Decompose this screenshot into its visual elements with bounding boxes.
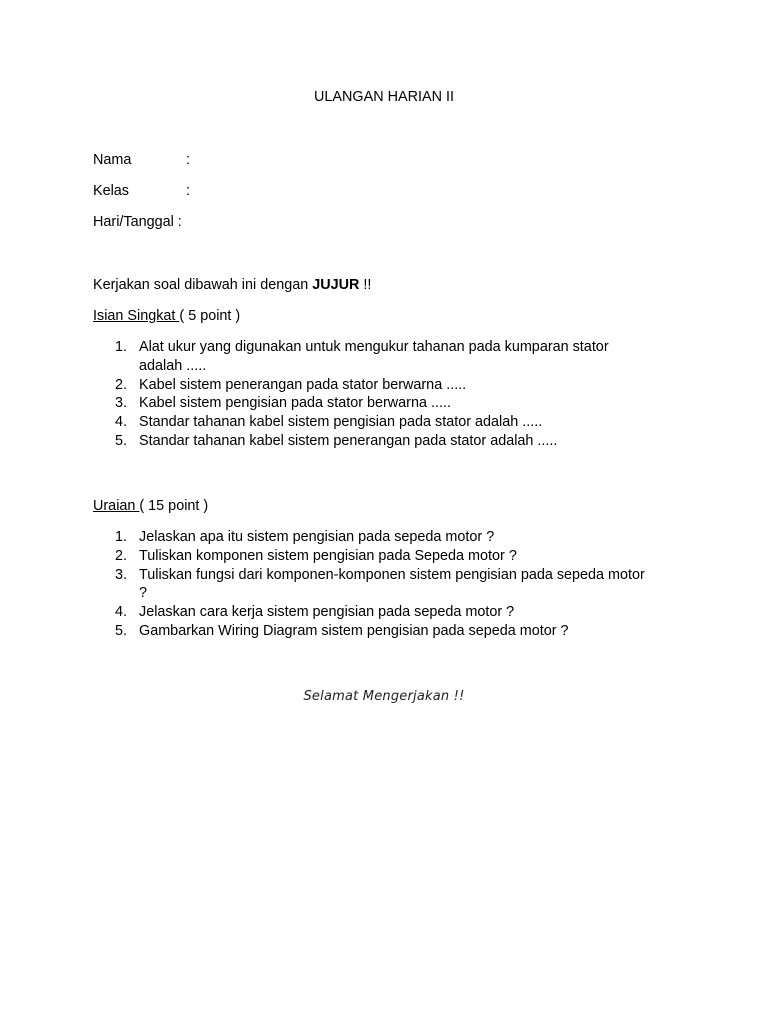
instruction-before: Kerjakan soal dibawah ini dengan	[93, 277, 313, 293]
question-number: 3.	[115, 395, 128, 412]
section-title: Uraian	[93, 498, 140, 514]
list-item	[93, 394, 653, 413]
list-item	[93, 376, 653, 395]
closing-message: Selamat Mengerjakan !!	[303, 689, 465, 704]
question-text: Kabel sistem pengisian pada stator berwarna .....	[139, 395, 451, 412]
question-number: 1.	[115, 339, 128, 355]
question-text: Tuliskan komponen sistem pengisian pada Sepeda motor ?	[139, 547, 517, 564]
question-list-uraian	[93, 528, 653, 641]
section-points: ( 15 point )	[139, 498, 209, 514]
field-colon: :	[177, 214, 182, 230]
question-number: 3.	[115, 566, 128, 583]
list-item	[93, 432, 653, 451]
question-number: 2.	[115, 547, 128, 564]
section-heading-isian-singkat	[93, 307, 240, 325]
field-hari-tanggal	[93, 213, 182, 231]
field-colon: :	[186, 152, 190, 168]
instruction-bold: JUJUR	[312, 277, 360, 293]
question-number: 4.	[115, 604, 128, 621]
section-heading-uraian	[93, 497, 208, 515]
question-text: Standar tahanan kabel sistem pengisian pada stator adalah .....	[139, 414, 543, 431]
question-text: Kabel sistem penerangan pada stator berwarna .....	[139, 376, 467, 393]
list-item	[93, 603, 653, 622]
question-number: 4.	[115, 414, 128, 431]
section-points: ( 5 point )	[179, 308, 241, 324]
field-label: Kelas	[93, 183, 129, 199]
list-item	[93, 413, 653, 432]
question-text: Tuliskan fungsi dari komponen-komponen sistem pengisian pada sepeda motor ?	[139, 566, 645, 602]
question-text: Standar tahanan kabel sistem penerangan pada stator adalah .....	[139, 432, 558, 449]
field-label: Hari/Tanggal	[93, 214, 174, 230]
section-title: Isian Singkat	[93, 308, 180, 324]
list-item	[93, 528, 653, 547]
list-item	[93, 566, 653, 604]
question-list-isian-singkat	[93, 338, 653, 451]
question-number: 5.	[115, 432, 128, 449]
question-number: 2.	[115, 376, 128, 393]
document-title: ULANGAN HARIAN II	[314, 89, 454, 105]
question-text: Jelaskan cara kerja sistem pengisian pada sepeda motor ?	[139, 604, 515, 621]
field-kelas	[93, 182, 190, 200]
list-item	[93, 547, 653, 566]
question-number: 1.	[115, 529, 128, 545]
list-item	[93, 622, 653, 641]
question-number: 5.	[115, 622, 128, 639]
instruction-text	[93, 276, 371, 294]
question-text: Alat ukur yang digunakan untuk mengukur tahanan pada kumparan stator adalah .....	[139, 339, 609, 374]
field-nama	[93, 151, 190, 169]
field-colon: :	[186, 183, 190, 199]
question-text: Gambarkan Wiring Diagram sistem pengisian pada sepeda motor ?	[139, 622, 569, 639]
question-text: Jelaskan apa itu sistem pengisian pada sepeda motor ?	[139, 529, 495, 545]
instruction-after: !!	[359, 277, 372, 293]
field-label: Nama	[93, 152, 132, 168]
list-item	[93, 338, 653, 376]
